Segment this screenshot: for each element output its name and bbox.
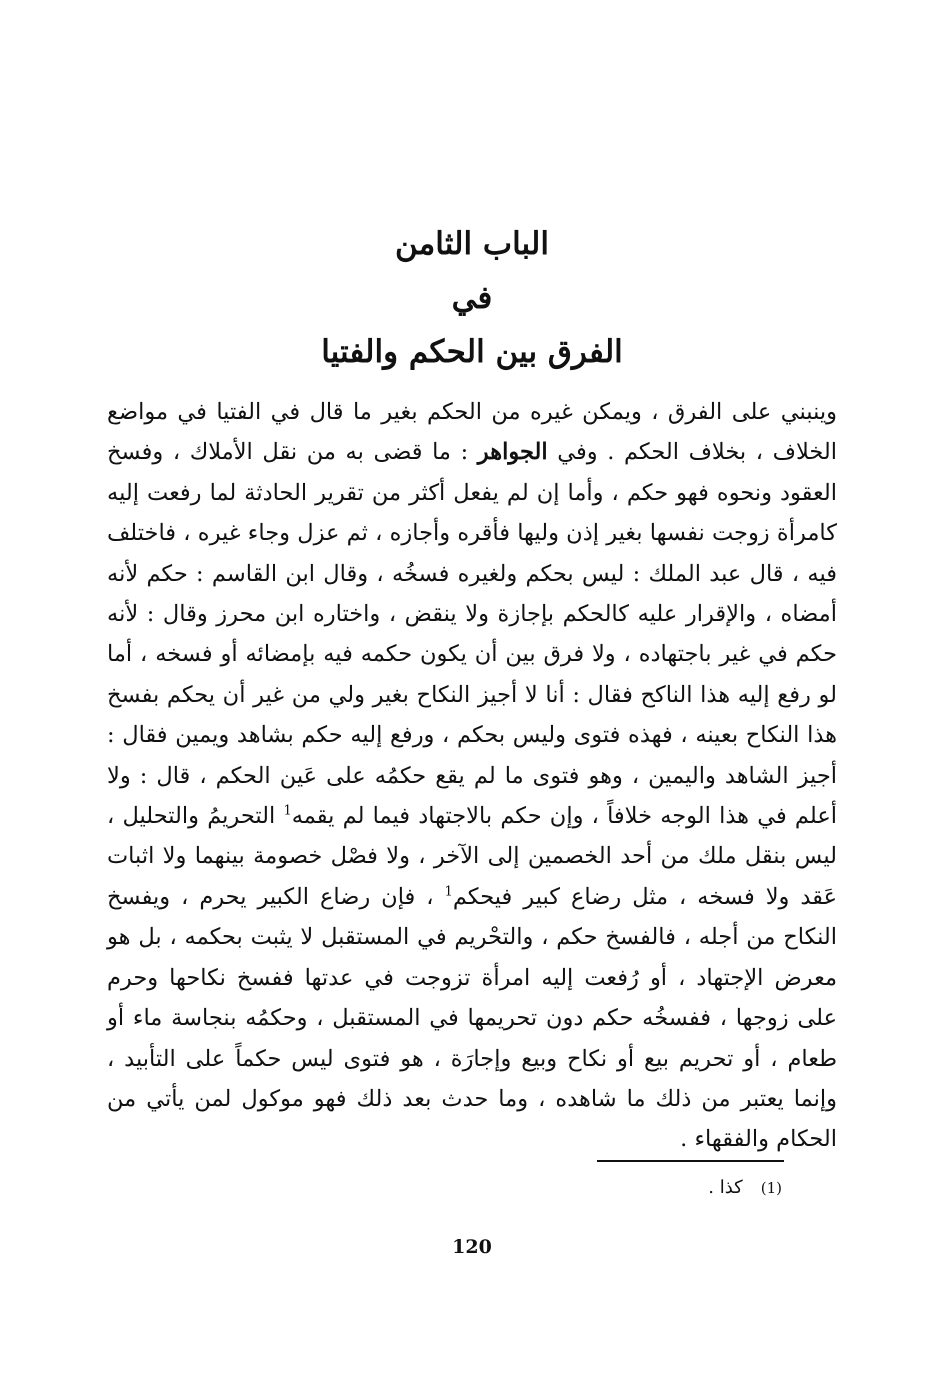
footnote bbox=[708, 1176, 782, 1200]
body-paragraph bbox=[107, 392, 837, 1160]
footnote-divider bbox=[597, 1160, 784, 1162]
body-text-part-3: التحريمُ والتحليل ، ليس بنقل ملك من أحد الخصمين إلى الآخر ، ولا فصْل خصومة بينهما ولا اثبات عَقد ولا فسخه ، مثل رضاع كبير فيحكم bbox=[107, 803, 837, 910]
body-text-part-2: : ما قضى به من نقل الأملاك ، وفسخ العقود ونحوه فهو حكم ، وأما إن لم يفعل أكثر من تقرير الحادثة لما رفعت إليه كامرأة زوجت نفسها بغير إذن وليها فأقره وأجازه ، ثم عزل وجاء غيره ، فاختلف فيه ، قال عبد الملك : ليس بحكم ولغيره فسخُه ، وقال ابن القاسم : حكم لأنه أمضاه ، والإقرار عليه كالحكم بإجازة ولا ينقض ، واختاره ابن محرز وقال : لأنه حكم في غير باجتهاده ، ولا فرق بين أن يكون حكمه فيه بإمضائه أو فسخه ، أما لو رفع إليه هذا الناكح فقال : أنا لا أجيز النكاح بغير ولي من غير أن يحكم بفسخ هذا النكاح بعينه ، فهذه فتوى وليس بحكم ، ورفع إليه حكم بشاهد ويمين فقال : أجيز الشاهد واليمين ، وهو فتوى ما لم يقع حكمُه على عَين الحكم ، قال : ولا أعلم في هذا الوجه خلافاً ، وإن حكم بالاجتهاد فيما لم يقمه bbox=[107, 439, 837, 830]
chapter-preposition: في bbox=[451, 280, 493, 316]
source-name: الجواهر bbox=[477, 439, 548, 466]
chapter-title: الباب الثامن bbox=[395, 226, 549, 262]
footnote-ref-2: 1 bbox=[444, 884, 453, 900]
footnote-text: كذا . bbox=[708, 1177, 743, 1198]
body-text-part-4: ، فإن رضاع الكبير يحرم ، ويفسخ النكاح من أجله ، فالفسخ حكم ، والتحْريم في المستقبل لا يثبت بحكمه ، بل هو معرض الإجتهاد ، أو رُفعت إليه امرأة تزوجت في عدتها ففسخ نكاحها وحرم على زوجها ، ففسخُه حكم دون تحريمها في المستقبل ، وحكمُه بنجاسة ماء أو طعام ، أو تحريم بيع أو نكاح وبيع وإجارَة ، هو فتوى ليس حكماً على التأبيد ، وإنما يعتبر من ذلك ما شاهده ، وما حدث بعد ذلك فهو موكول لمن يأتي من الحكام والفقهاء . bbox=[107, 883, 837, 1153]
page-number: 120 bbox=[452, 1236, 492, 1258]
footnote-ref-1: 1 bbox=[283, 803, 292, 819]
footnote-number: (1) bbox=[760, 1179, 782, 1197]
chapter-subtitle: الفرق بين الحكم والفتيا bbox=[321, 334, 623, 370]
body-text-part-1: وينبني على الفرق ، ويمكن غيره من الحكم بغير ما قال في الفتيا في مواضع الخلاف ، بخلاف الحكم . وفي bbox=[107, 399, 837, 466]
